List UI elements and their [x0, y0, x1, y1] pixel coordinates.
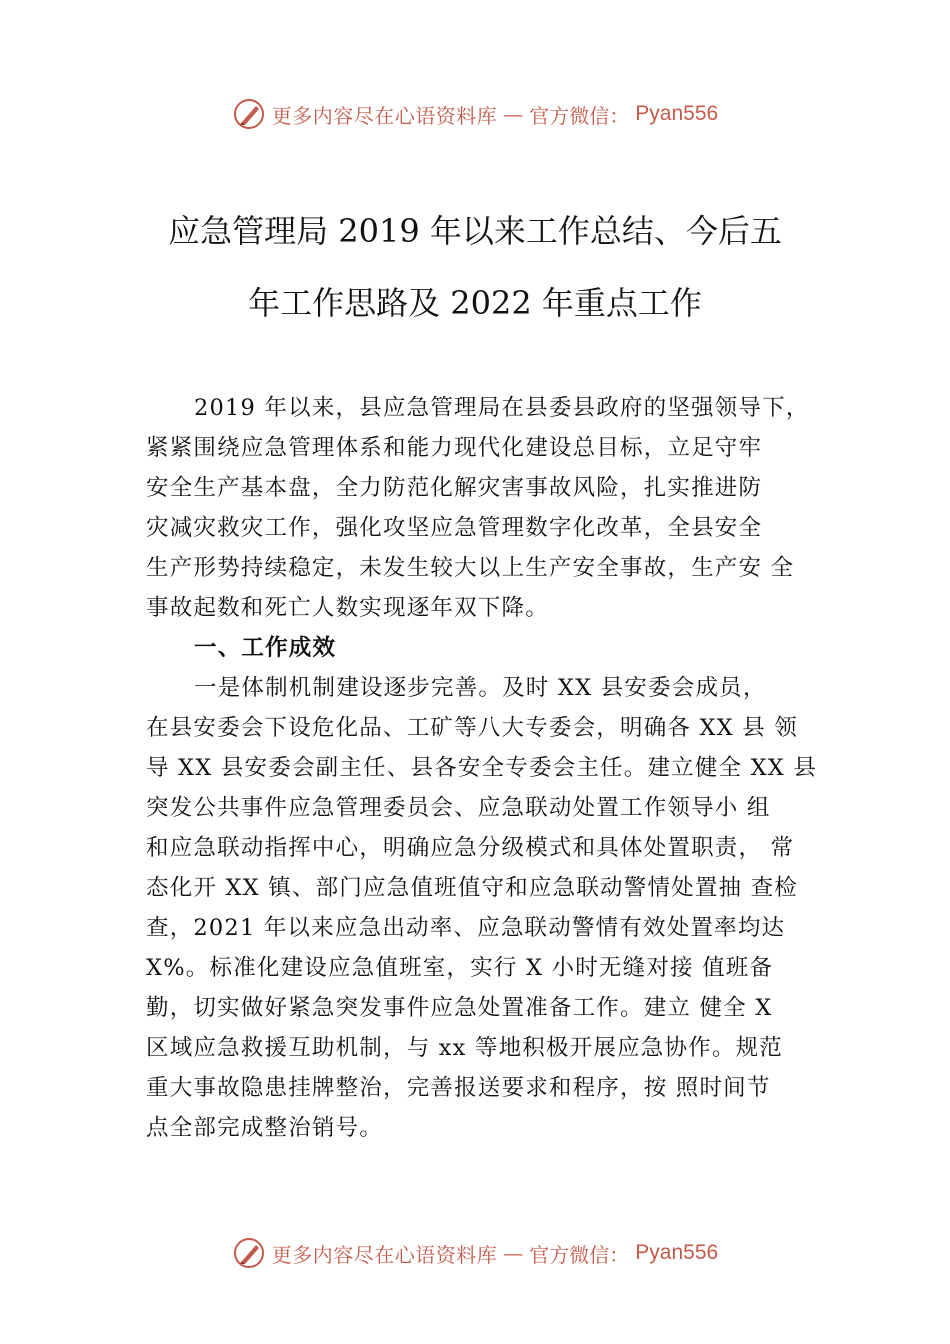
- text-line: 区域应急救援互助机制，与 xx 等地积极开展应急协作。规范: [146, 1035, 783, 1061]
- banner-text: 更多内容尽在心语资料库: [271, 1242, 498, 1267]
- banner-wechat-label: 官方微信：: [529, 1242, 630, 1267]
- text-line: 重大事故隐患挂牌整治，完善报送要求和程序，按 照时间节: [146, 1075, 771, 1101]
- section-heading: 一、工作成效: [194, 635, 337, 661]
- footer-banner: [0, 1233, 950, 1273]
- document-title-line-1: 应急管理局 2019 年以来工作总结、今后五: [168, 212, 782, 250]
- text-line: 导 XX 县安委会副主任、县各安全专委会主任。建立健全 XX 县: [146, 755, 818, 781]
- text-line: 灾减灾救灾工作，强化攻坚应急管理数字化改革，全县安全: [146, 515, 763, 541]
- header-banner: [0, 94, 950, 134]
- banner-wechat-label: 官方微信：: [529, 103, 630, 128]
- pen-logo-icon: [232, 97, 266, 131]
- text-line: 紧紧围绕应急管理体系和能力现代化建设总目标，立足守牢: [146, 435, 763, 461]
- banner-separator: —: [503, 102, 524, 126]
- text-line: 勤，切实做好紧急突发事件应急处置准备工作。建立 健全 X: [146, 995, 773, 1021]
- text-line: 一是体制机制建设逐步完善。及时 XX 县安委会成员，: [194, 675, 767, 701]
- text-line: 和应急联动指挥中心，明确应急分级模式和具体处置职责， 常: [146, 835, 795, 861]
- banner-separator: —: [503, 1241, 524, 1265]
- banner-account: Pyan556: [635, 1241, 719, 1264]
- text-line: 事故起数和死亡人数实现逐年双下降。: [146, 595, 549, 621]
- text-line: 突发公共事件应急管理委员会、应急联动处置工作领导小 组: [146, 795, 771, 821]
- text-line: 查，2021 年以来应急出动率、应急联动警情有效处置率均达: [146, 915, 786, 941]
- text-line: 生产形势持续稳定，未发生较大以上生产安全事故，生产安 全: [146, 555, 795, 581]
- text-line: X%。标准化建设应急值班室，实行 X 小时无缝对接 值班备: [146, 955, 774, 981]
- text-line: 点全部完成整治销号。: [146, 1115, 384, 1141]
- text-line: 安全生产基本盘，全力防范化解灾害事故风险，扎实推进防: [146, 475, 763, 501]
- banner-account: Pyan556: [635, 102, 719, 125]
- document-body: [146, 388, 836, 1148]
- document-title-line-2: 年工作思路及 2022 年重点工作: [248, 284, 702, 322]
- pen-logo-icon: [232, 1236, 266, 1270]
- text-line: 在县安委会下设危化品、工矿等八大专委会，明确各 XX 县 领: [146, 715, 798, 741]
- text-line: 态化开 XX 镇、部门应急值班值守和应急联动警情处置抽 查检: [146, 875, 798, 901]
- banner-text: 更多内容尽在心语资料库: [271, 103, 498, 128]
- text-line: 2019 年以来，县应急管理局在县委县政府的坚强领导下，: [194, 395, 810, 421]
